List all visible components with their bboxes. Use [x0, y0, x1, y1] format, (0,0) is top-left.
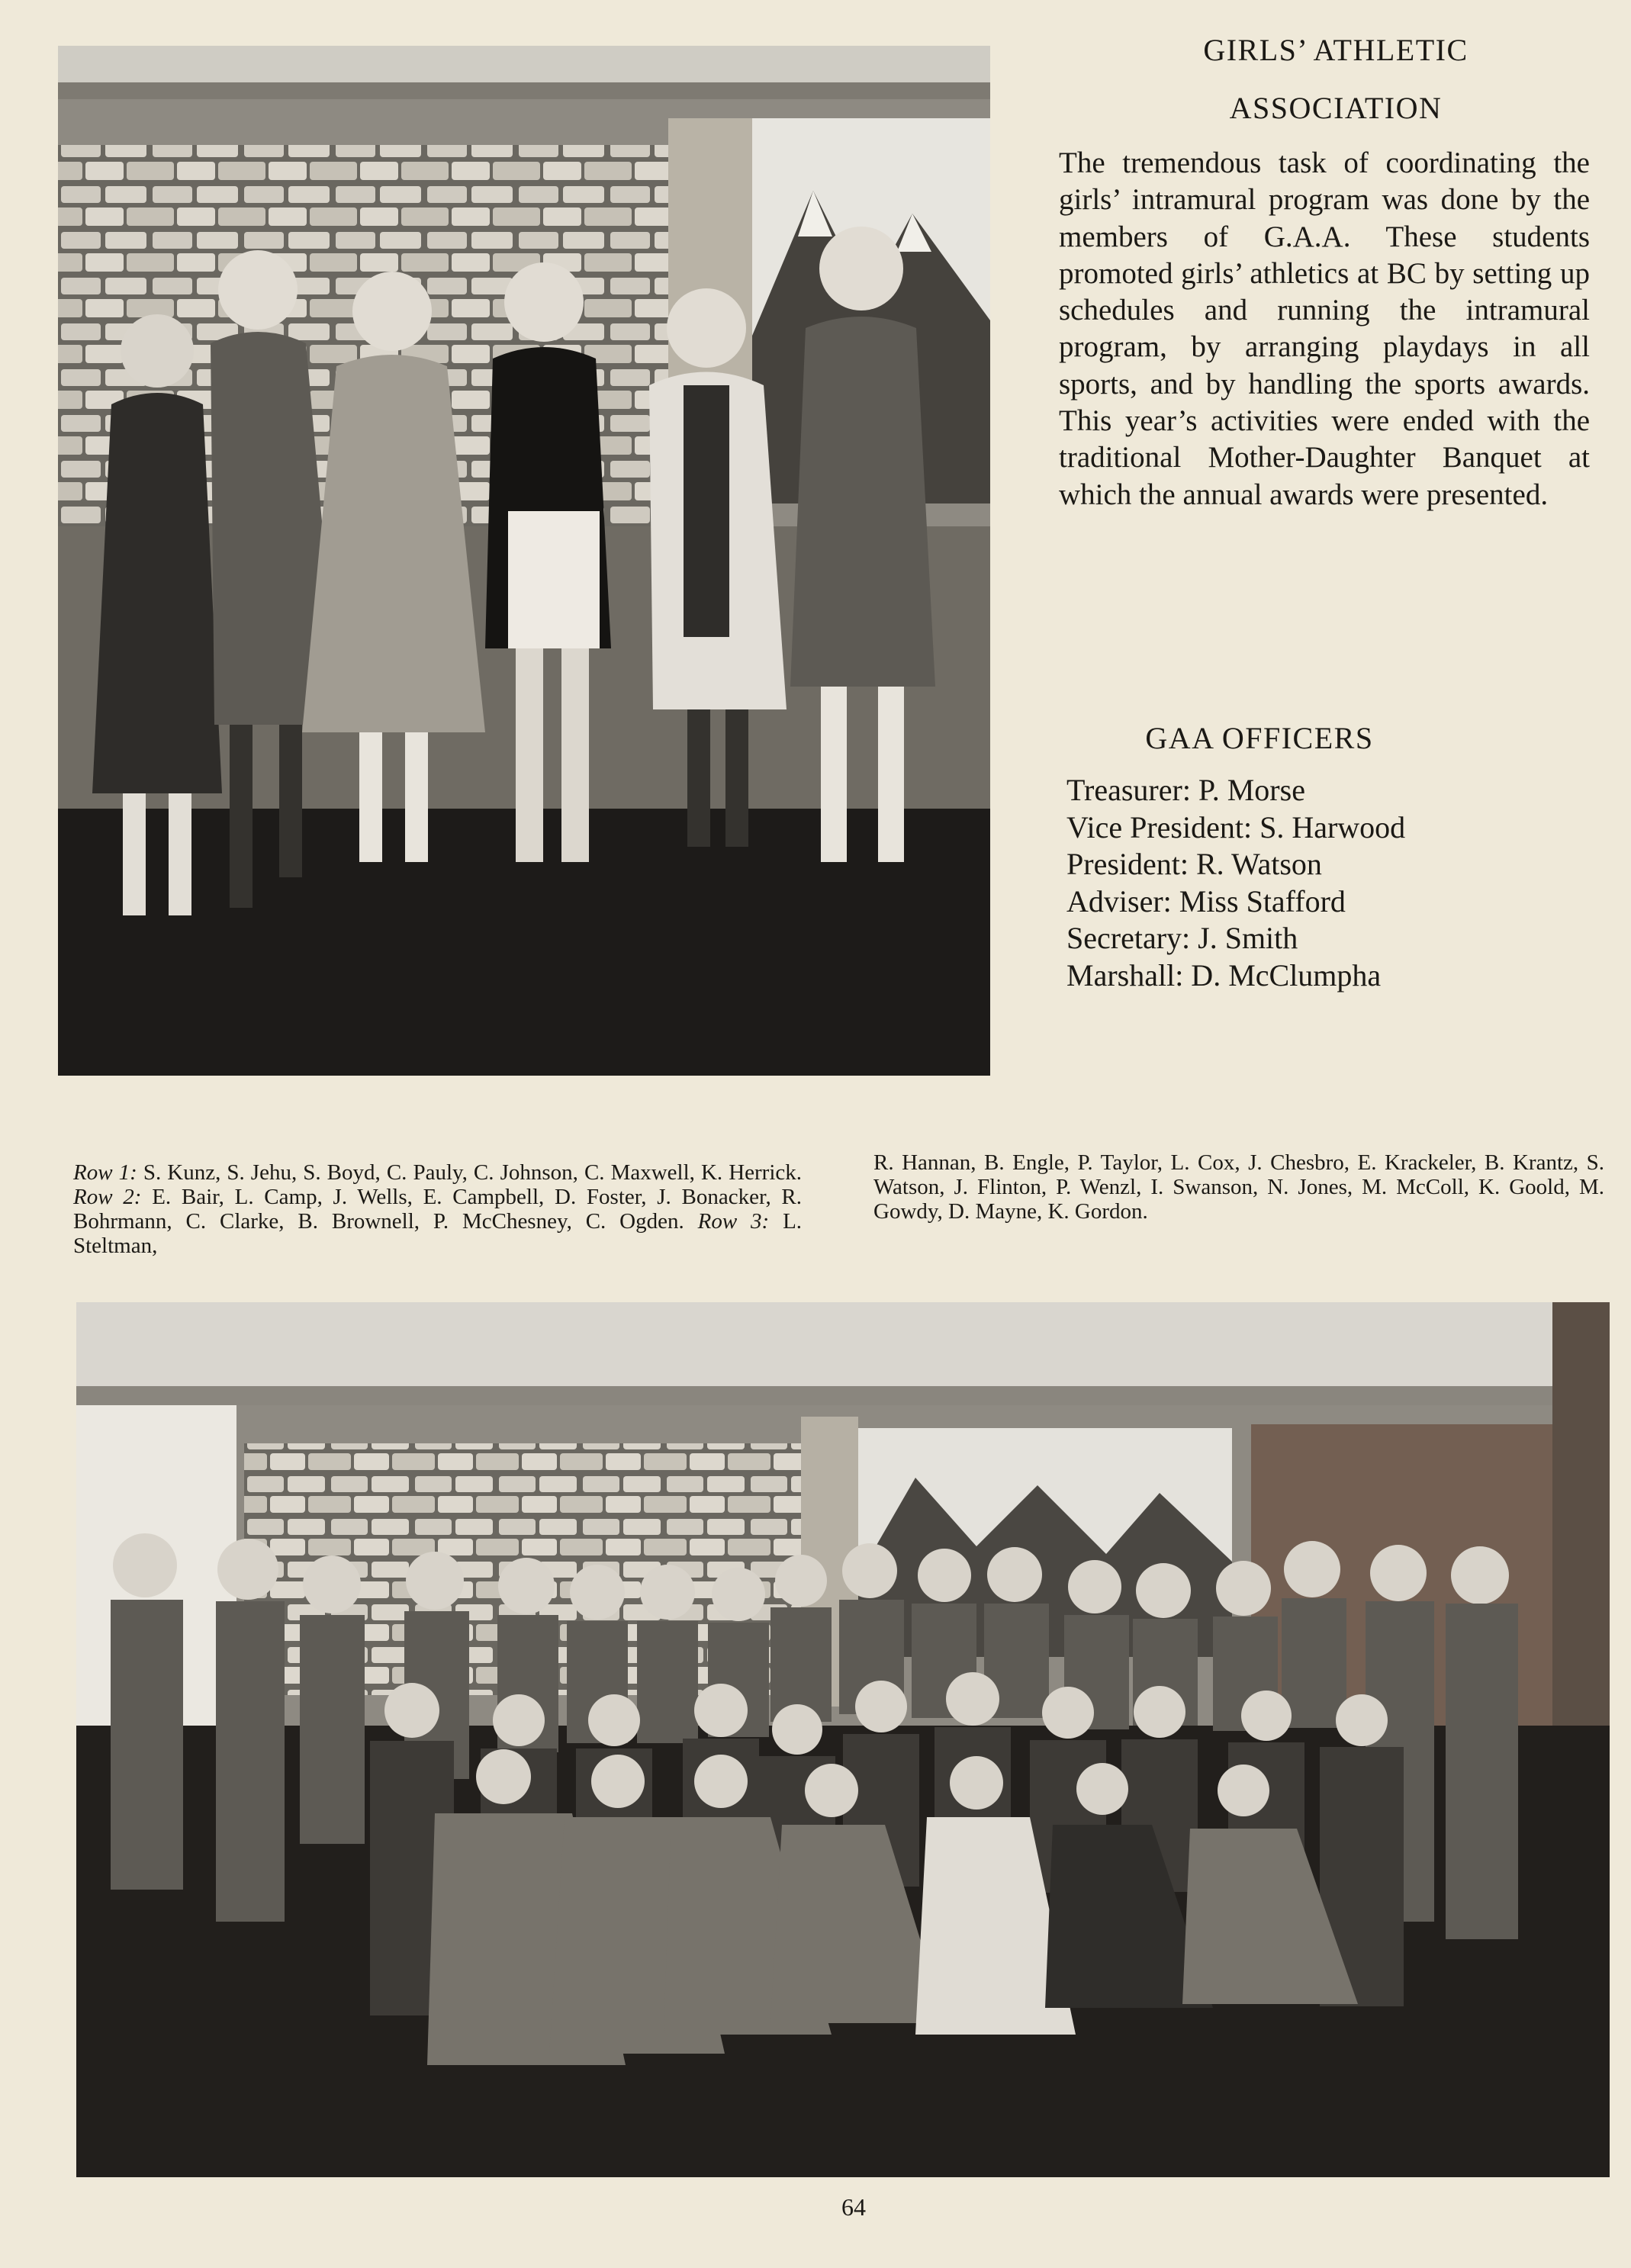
officers-list — [1066, 772, 1405, 995]
officer-adviser: Adviser: Miss Stafford — [1066, 883, 1346, 918]
article-paragraph: The tremendous task of coordinating the girls’ intramural program was done by the members of G.A.A. These students promoted girls’ athletics at BC by setting up schedules and running the intramural program, by arranging playdays in all sports, and by handling the sports awards. This year’s activities were ended with the traditional Mother-Daughter Banquet at which the annual awards were presented. — [1059, 146, 1590, 511]
officer-secretary: Secretary: J. Smith — [1066, 921, 1298, 956]
officer-treasurer: Treasurer: P. Morse — [1066, 773, 1305, 807]
caption-row-3-label: Row 3: — [697, 1209, 770, 1234]
caption-row-1-label: Row 1: — [73, 1160, 137, 1185]
officers-heading: GAA OFFICERS — [1145, 721, 1374, 755]
caption-row-1-names: S. Kunz, S. Jehu, S. Boyd, C. Pauly, C. Johnson, C. Maxwell, K. Herrick. — [143, 1160, 803, 1185]
officer-marshall: Marshall: D. McClumpha — [1066, 957, 1382, 992]
officer-president: President: R. Watson — [1066, 847, 1322, 882]
officers-photo — [58, 46, 990, 1076]
caption-row-2-names: E. Bair, L. Camp, J. Wells, E. Campbell, D. Foster, J. Bonacker, R. Bohrmann, C. Clarke, B. Brownell, P. McChesney, C. Ogden. — [73, 1185, 803, 1234]
officers-photo-image — [58, 46, 990, 1076]
caption-row-3-names-end: R. Hannan, B. Engle, P. Taylor, L. Cox, J. Chesbro, E. Krackeler, B. Krantz, S. Watson, J. Flinton, P. Wenzl, I. Swanson, N. Jones, M. McColl, K. Goold, M. Gowdy, D. Mayne, K. Gordon. — [873, 1150, 1604, 1224]
page-number: 64 — [841, 2193, 866, 2221]
officer-vice-president: Vice President: S. Harwood — [1066, 809, 1406, 844]
caption-row-3-names-start: L. Steltman, — [73, 1209, 803, 1258]
group-photo-image — [76, 1302, 1610, 2177]
caption-row-2-label: Row 2: — [73, 1185, 142, 1209]
group-photo — [76, 1302, 1610, 2177]
photo-caption-left — [73, 1160, 802, 1258]
page-title-line-1: GIRLS’ ATHLETIC — [1203, 33, 1469, 67]
page-title-line-2: ASSOCIATION — [1229, 91, 1443, 125]
photo-caption-right — [873, 1150, 1604, 1224]
